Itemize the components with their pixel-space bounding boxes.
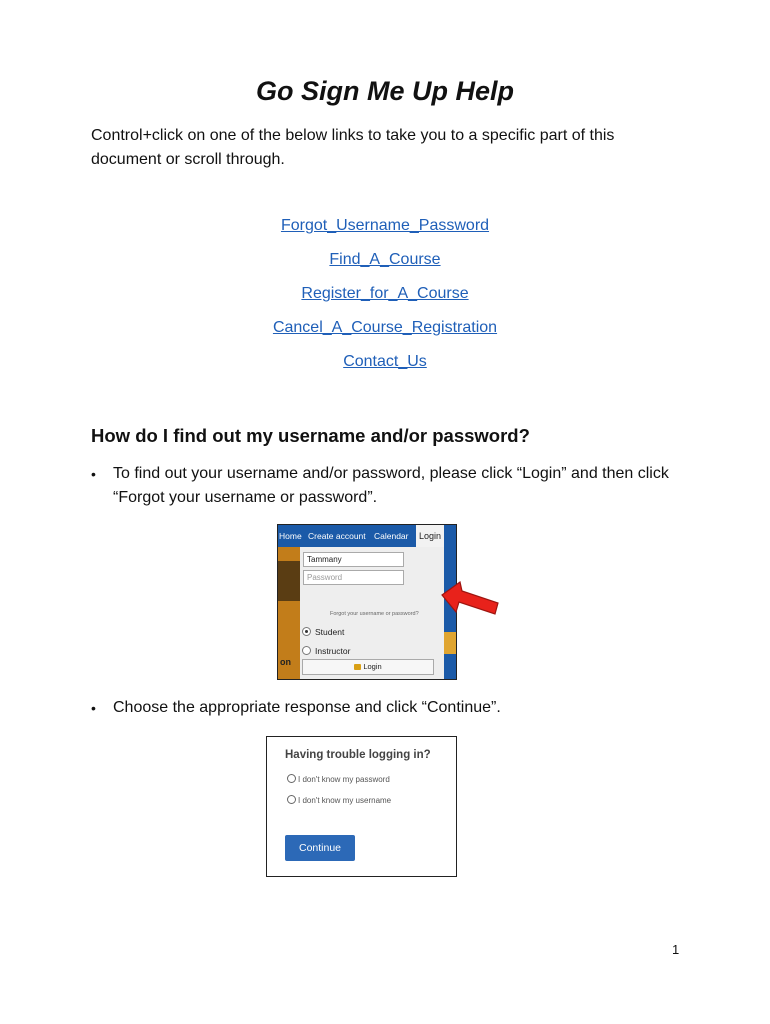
trouble-heading: Having trouble logging in? [285, 749, 431, 761]
bullet-item [91, 696, 691, 720]
section-heading: How do I find out my username and/or password? [91, 425, 530, 446]
option-label: I don't know my username [298, 796, 392, 805]
radio-icon [287, 774, 296, 783]
bullet-text: To find out your username and/or password, please click “Login” and then click “Forgot your username or password”. [113, 465, 669, 506]
login-button[interactable] [302, 659, 434, 675]
intro-paragraph: Control+click on one of the below links to take you to a specific part of this document or scroll through. [91, 127, 615, 168]
lock-icon [354, 664, 361, 670]
radio-icon [302, 627, 311, 636]
login-screenshot [277, 524, 457, 680]
link-find-a-course[interactable]: Find_A_Course [329, 251, 441, 268]
role-label: Instructor [315, 646, 351, 656]
username-field[interactable]: Tammany [303, 552, 404, 567]
option-label: I don't know my password [298, 775, 390, 784]
role-radio-student[interactable] [302, 627, 344, 637]
option-forgot-password[interactable] [287, 774, 390, 784]
radio-icon [287, 795, 296, 804]
nav-login-tab[interactable]: Login [416, 525, 444, 547]
strip-text: on [280, 657, 291, 667]
login-button-label: Login [363, 662, 382, 671]
page-number: 1 [672, 942, 680, 957]
trouble-login-screenshot [266, 736, 457, 877]
bullet-text: Choose the appropriate response and click “Continue”. [113, 699, 501, 716]
option-forgot-username[interactable] [287, 795, 391, 805]
password-field[interactable]: Password [303, 570, 404, 585]
page-title: Go Sign Me Up Help [255, 76, 514, 106]
toc-links [0, 216, 770, 386]
link-cancel-a-course-registration[interactable]: Cancel_A_Course_Registration [272, 319, 498, 336]
nav-create-account[interactable]: Create account [308, 531, 366, 541]
role-label: Student [315, 627, 345, 637]
decorative-strip-left [278, 547, 300, 679]
forgot-credentials-link[interactable]: Forgot your username or password? [330, 611, 419, 617]
role-radio-instructor[interactable] [302, 646, 350, 656]
nav-calendar[interactable]: Calendar [374, 531, 409, 541]
bullet-icon: • [91, 700, 96, 716]
red-arrow-icon [438, 580, 502, 624]
bullet-icon: • [91, 466, 96, 482]
link-forgot-username-password[interactable]: Forgot_Username_Password [280, 217, 490, 234]
link-contact-us[interactable]: Contact_Us [343, 353, 427, 370]
radio-icon [302, 646, 311, 655]
link-register-for-a-course[interactable]: Register_for_A_Course [301, 285, 469, 302]
bullet-item [91, 462, 691, 510]
screenshot-nav-bar [278, 525, 456, 547]
nav-home[interactable]: Home [279, 531, 302, 541]
continue-button[interactable]: Continue [285, 835, 355, 861]
